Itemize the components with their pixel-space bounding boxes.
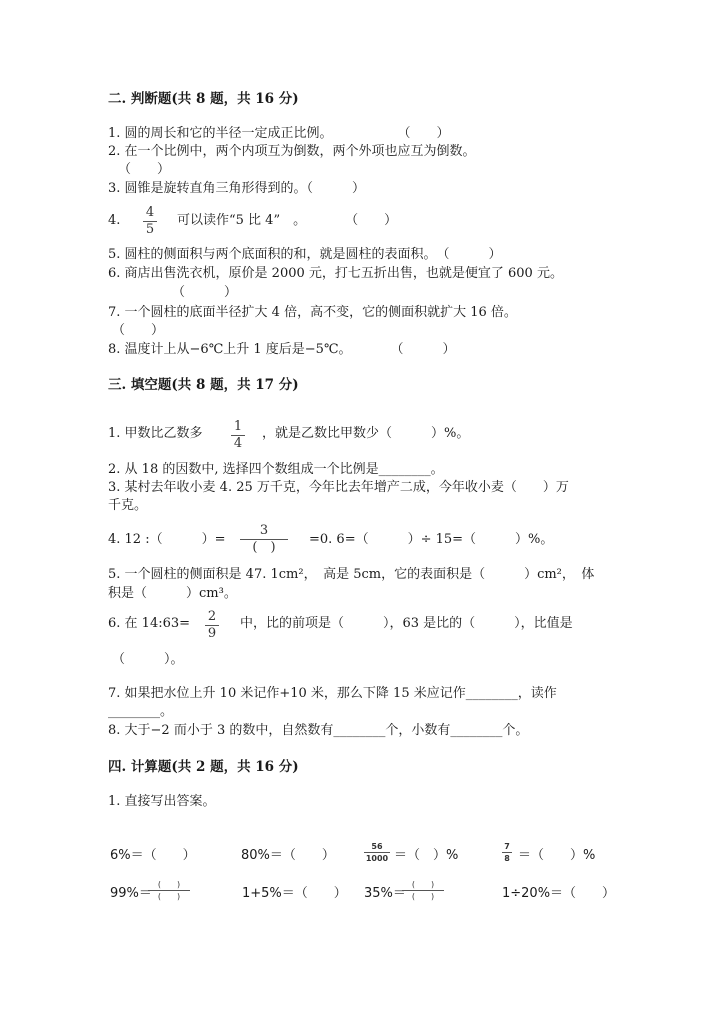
fraction-numerator: 2 [207,609,217,624]
fraction-numerator: 7 [504,842,510,851]
fraction-numerator: 1 [233,419,243,434]
s3-question-1: 1. 甲数比乙数多 [108,426,203,441]
section-2-title: 二. 判断题(共 8 题，共 16 分) [108,91,299,107]
calc-56-1000-answer: ＝（ ）% [394,848,459,863]
fraction-numerator: 56 [371,842,383,851]
s2-question-7: 7. 一个圆柱的底面半径扩大 4 倍，高不变，它的侧面积就扩大 16 倍。 [108,305,517,320]
s3-q4-fraction [240,524,288,555]
fraction-bar [364,852,390,853]
calc-80-percent: 80%＝（ ） [241,848,335,863]
calc-6-percent: 6%＝（ ） [110,848,196,863]
calc-35-fraction [402,880,444,901]
s3-question-3-cont: 千克。 [108,498,148,513]
s3-question-4: 4. 12 :（ ）= [108,532,226,547]
fraction-bar [148,890,190,891]
fraction-denominator: 1000 [365,854,389,863]
fraction-denominator: 9 [207,626,217,641]
fraction-numerator: 3 [259,523,269,538]
fraction-denominator: 4 [233,436,243,451]
s2-question-4: 可以读作“5 比 4” 。 （ ） [177,213,398,228]
s2-question-2: 2. 在一个比例中，两个内项互为倒数，两个外项也应互为倒数。 [108,144,476,159]
fraction-numerator: 4 [145,205,155,220]
s3-question-7: 7. 如果把水位上升 10 米记作+10 米，那么下降 15 米应记作________，读作 [108,686,557,701]
calc-1-plus-5-percent: 1+5%＝（ ） [242,886,347,901]
s2-question-2-bracket: （ ） [118,162,171,177]
s3-question-8: 8. 大于−2 而小于 3 的数中，自然数有________个，小数有________个。 [108,723,529,738]
s3-question-1-rest: ，就是乙数比甲数少（ ）%。 [262,426,470,441]
fraction-denominator: 5 [145,222,155,237]
section-4-title: 四. 计算题(共 2 题，共 16 分) [108,759,299,775]
calc-99-percent: 99%＝ [110,886,152,901]
fraction-numerator: ( ) [157,880,181,889]
fraction-denominator: ( ) [157,892,181,901]
fraction-denominator: ( ) [411,892,435,901]
s2-question-6: 6. 商店出售洗衣机，原价是 2000 元，打七五折出售，也就是便宜了 600 元。 [108,266,563,281]
s3-question-3: 3. 某村去年收小麦 4. 25 万千克，今年比去年增产二成，今年收小麦（ ）万 [108,480,569,495]
s3-question-5-cont: 积是（ ）cm³。 [108,586,237,601]
s2-question-1: 1. 圆的周长和它的半径一定成正比例。 （ ） [108,126,450,141]
s2-question-7-bracket: （ ） [112,323,165,338]
fraction-denominator: ( ) [252,540,276,555]
fraction-denominator: 8 [504,854,510,863]
s3-question-2: 2. 从 18 的因数中, 选择四个数组成一个比例是________。 [108,462,444,477]
s3-question-6-cont: （ ）。 [112,652,184,667]
s2-question-6-bracket: （ ） [172,285,238,300]
s2-question-3: 3. 圆锥是旋转直角三角形得到的。（ ） [108,181,366,196]
fraction-numerator: ( ) [411,880,435,889]
calc-7-8-fraction [502,842,512,863]
s3-q1-fraction [231,420,245,451]
s3-q6-fraction [205,610,219,641]
calc-1-div-20-percent: 1÷20%＝（ ） [502,886,616,901]
s2-question-4-num: 4. [108,213,121,228]
fraction-bar [402,890,444,891]
s2-question-5: 5. 圆柱的侧面积与两个底面积的和，就是圆柱的表面积。 （ ） [108,247,502,262]
s3-question-6: 6. 在 14:63= [108,616,191,631]
s2-q4-fraction [143,206,157,237]
s2-question-8: 8. 温度计上从−6℃上升 1 度后是−5℃。 （ ） [108,342,456,357]
calc-99-fraction [148,880,190,901]
s3-question-4-rest: =0. 6=（ ）÷ 15=（ ）%。 [309,532,554,547]
s4-question-1: 1. 直接写出答案。 [108,794,216,809]
fraction-bar [502,852,512,853]
s3-question-6-rest: 中，比的前项是（ ），63 是比的（ ），比值是 [240,616,573,631]
calc-7-8-answer: ＝（ ）% [518,848,596,863]
section-3-title: 三. 填空题(共 8 题，共 17 分) [108,377,299,393]
calc-56-1000-fraction [364,842,390,863]
s3-question-5: 5. 一个圆柱的侧面积是 47. 1cm²， 高是 5cm，它的表面积是（ ）cm²， 体 [108,567,595,582]
calc-35-percent: 35%＝ [364,886,406,901]
s3-question-7-cont: ________。 [108,704,174,719]
